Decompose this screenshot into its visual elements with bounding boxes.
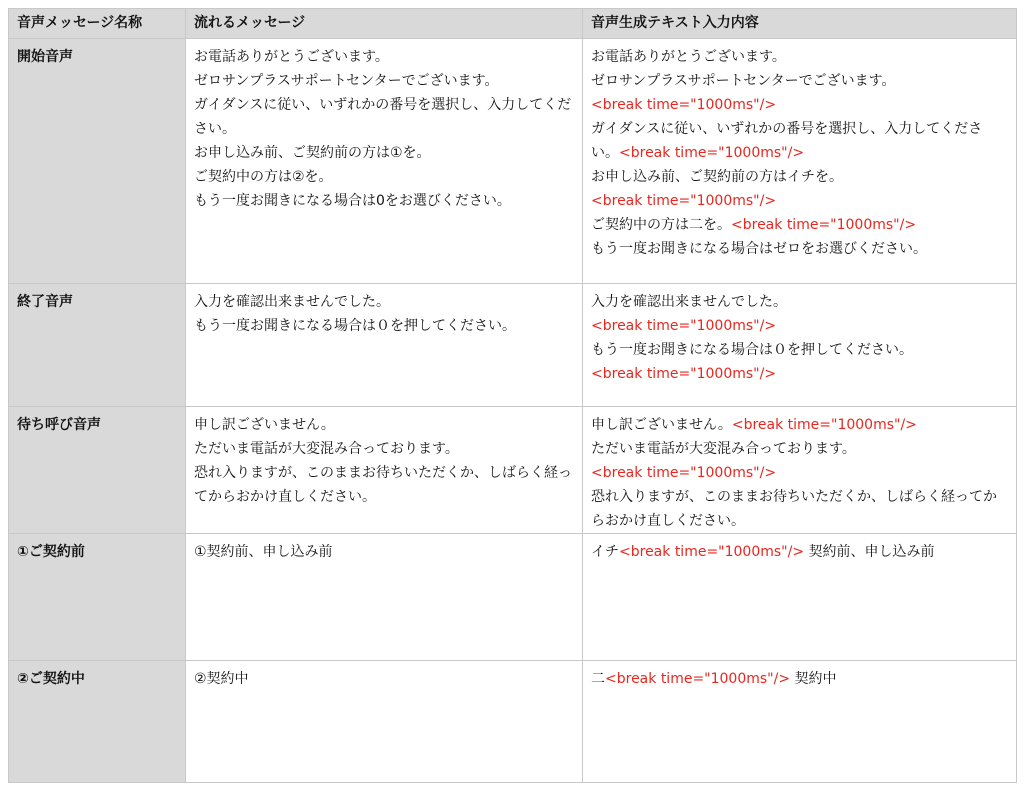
break-tag: <break time="1000ms"/> [591,97,777,113]
tts-line [591,93,1008,117]
tts-cell[interactable] [583,407,1017,534]
row-name-cell: ①ご契約前 [9,534,186,661]
tts-text: ガイダンスに従い、いずれかの番号を選択し、入力してください。 [591,121,983,161]
tts-line [591,69,1008,93]
header-tts-input: 音声生成テキスト入力内容 [583,9,1017,39]
message-line: ご契約中の方は②を。 [194,169,333,185]
message-cell[interactable] [186,661,583,783]
tts-line [591,314,1008,338]
tts-text: ゼロサンプラスサポートセンターでございます。 [591,73,896,89]
row-name-cell: ②ご契約中 [9,661,186,783]
tts-text: 二 [591,671,605,687]
table-row [9,39,1017,284]
tts-text: 契約前、申し込み前 [804,544,935,560]
table-row [9,284,1017,407]
voice-message-table [8,8,1017,783]
table-row [9,407,1017,534]
tts-text: もう一度お聞きになる場合はゼロをお選びください。 [591,241,927,257]
row-name-cell: 終了音声 [9,284,186,407]
tts-text: もう一度お聞きになる場合は０を押してください。 [591,342,913,358]
tts-text: 恐れ入りますが、このままお待ちいただくか、しばらく経ってからおかけ直しください。 [591,489,997,529]
tts-text: お申し込み前、ご契約前の方はイチを。 [591,169,843,185]
tts-cell[interactable] [583,39,1017,284]
tts-line [591,362,1008,386]
header-message-name: 音声メッセージ名称 [9,9,186,39]
message-line: ゼロサンプラスサポートセンターでございます。 [194,73,499,89]
tts-line [591,540,1008,564]
break-tag: <break time="1000ms"/> [619,145,805,161]
message-line: もう一度お聞きになる場合は0をお選びください。 [194,193,511,209]
message-cell[interactable] [186,534,583,661]
tts-text: ご契約中の方は二を。 [591,217,731,233]
message-line: 入力を確認出来ませんでした。 [194,294,390,310]
message-line: ガイダンスに従い、いずれかの番号を選択し、入力してください。 [194,97,572,137]
tts-line [591,485,1008,533]
break-tag: <break time="1000ms"/> [731,217,917,233]
tts-line [591,290,1008,314]
break-tag: <break time="1000ms"/> [731,417,917,433]
message-line: ただいま電話が大変混み合っております。 [194,441,459,457]
message-cell[interactable] [186,284,583,407]
tts-line [591,237,1008,261]
tts-line [591,437,1008,461]
message-line: 恐れ入りますが、このままお待ちいただくか、しばらく経ってからおかけ直しください。 [194,465,572,505]
tts-text: 入力を確認出来ませんでした。 [591,294,787,310]
message-line: お電話ありがとうございます。 [194,49,389,65]
message-line: お申し込み前、ご契約前の方は①を。 [194,145,431,161]
tts-text: 契約中 [790,671,837,687]
header-row [9,9,1017,39]
tts-cell[interactable] [583,284,1017,407]
tts-line [591,461,1008,485]
break-tag: <break time="1000ms"/> [591,193,777,209]
row-name-cell: 開始音声 [9,39,186,284]
tts-line [591,213,1008,237]
break-tag: <break time="1000ms"/> [619,544,805,560]
tts-line [591,338,1008,362]
message-table-container [8,8,1016,783]
break-tag: <break time="1000ms"/> [605,671,791,687]
message-line: ①契約前、申し込み前 [194,544,333,560]
message-cell[interactable] [186,407,583,534]
tts-cell[interactable] [583,534,1017,661]
tts-line [591,413,1008,437]
tts-line [591,189,1008,213]
tts-line [591,667,1008,691]
header-played-message: 流れるメッセージ [186,9,583,39]
break-tag: <break time="1000ms"/> [591,465,777,481]
message-cell[interactable] [186,39,583,284]
tts-line [591,45,1008,69]
tts-text: イチ [591,544,619,560]
tts-text: ただいま電話が大変混み合っております。 [591,441,856,457]
tts-cell[interactable] [583,661,1017,783]
table-row [9,661,1017,783]
tts-text: お電話ありがとうございます。 [591,49,786,65]
tts-text: 申し訳ございません。 [591,417,732,433]
table-row [9,534,1017,661]
row-name-cell: 待ち呼び音声 [9,407,186,534]
message-line: ②契約中 [194,671,249,687]
break-tag: <break time="1000ms"/> [591,366,777,382]
tts-line [591,165,1008,189]
message-line: もう一度お聞きになる場合は０を押してください。 [194,318,516,334]
message-line: 申し訳ございません。 [194,417,335,433]
tts-line [591,117,1008,165]
break-tag: <break time="1000ms"/> [591,318,777,334]
